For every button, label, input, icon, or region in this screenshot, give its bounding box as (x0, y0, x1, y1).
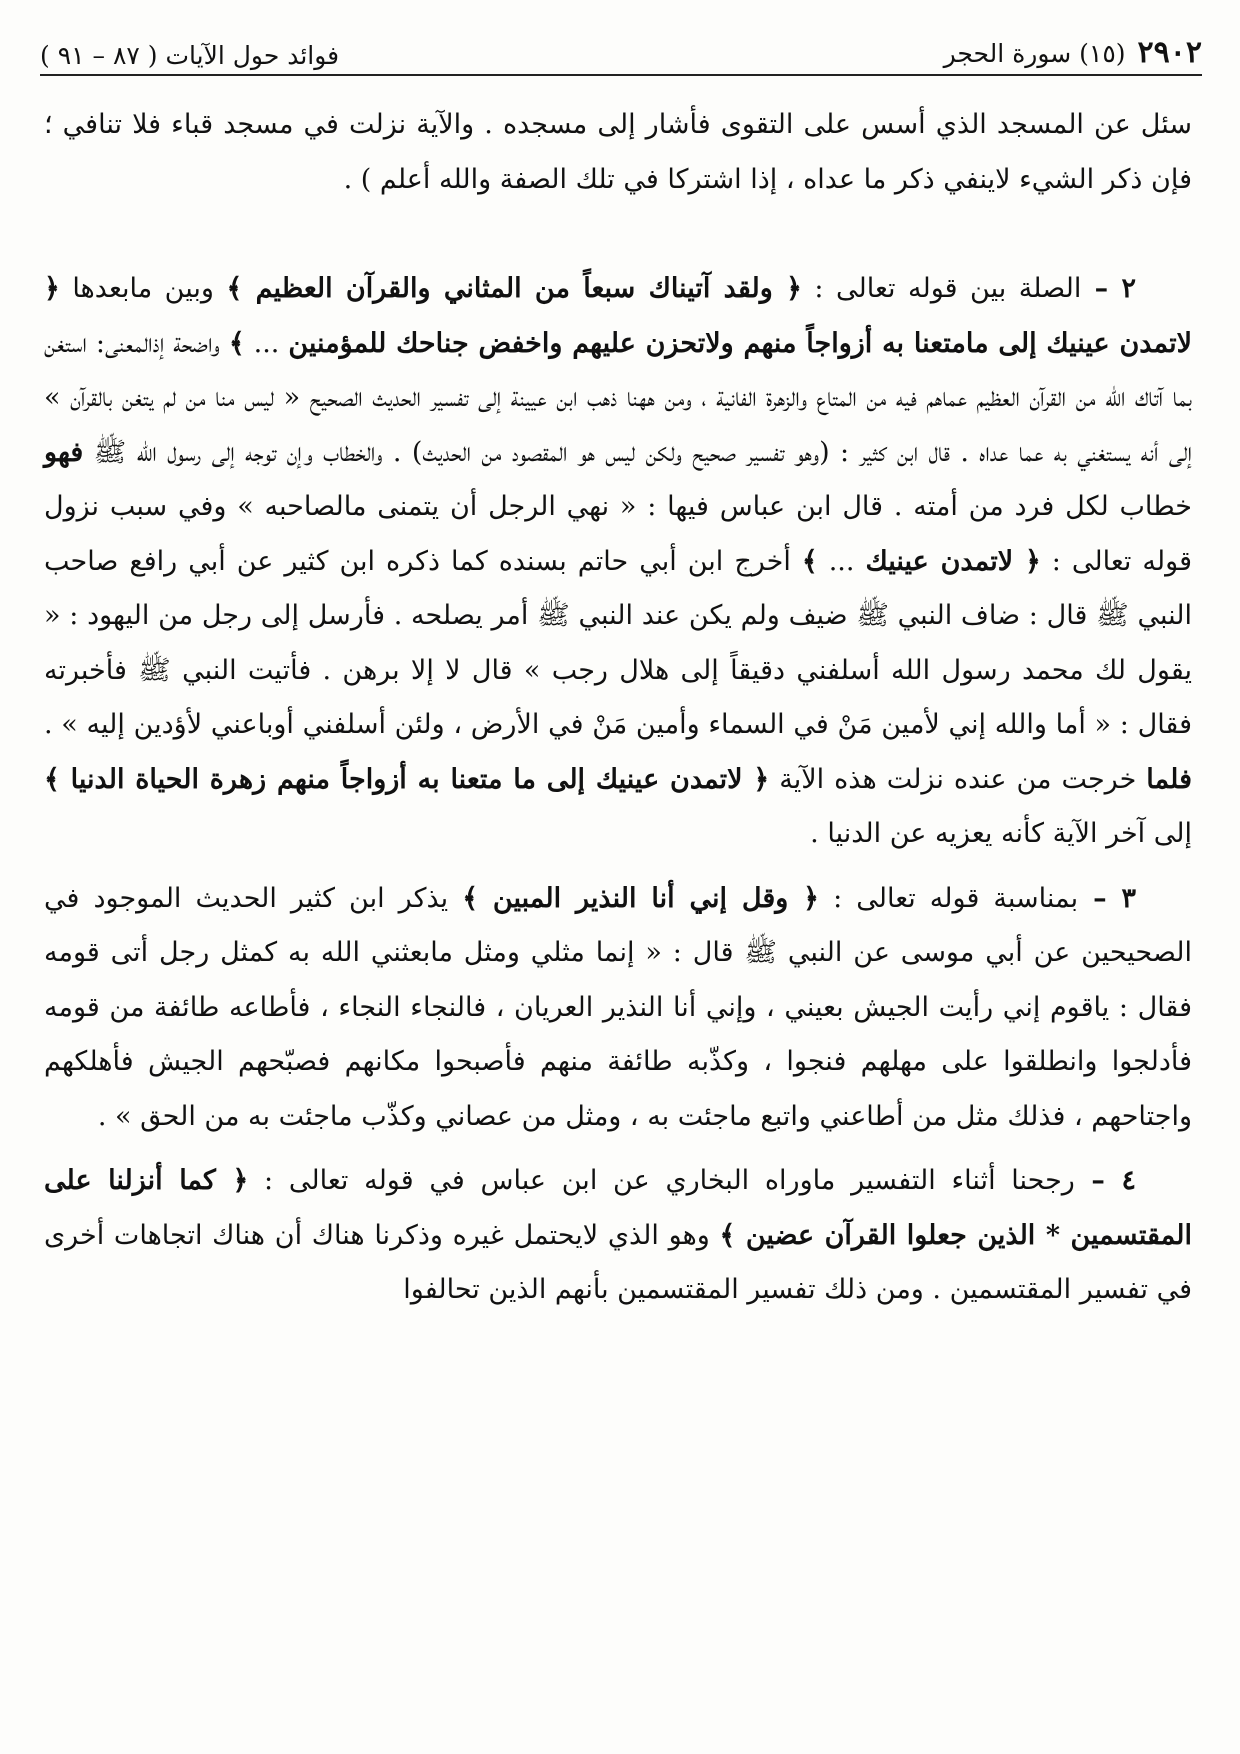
quran-verse: كما أنزلنا على المقتسمين * الذين جعلوا القرآن عضين (44, 1165, 1192, 1251)
quran-bracket-open: ﴿ (215, 1165, 249, 1196)
text-segment: رجحنا أثناء التفسير ماوراه البخاري عن ابن عباس في قوله تعالى : (248, 1165, 1075, 1196)
quran-bracket-open: ﴿ (772, 273, 802, 304)
quran-verse: ولقد آتيناك سبعاً من المثاني والقرآن العظيم (255, 273, 773, 304)
page-number: ٢٩٠٢ (1137, 35, 1202, 70)
surah-title: (١٥) سورة الحجر (943, 39, 1126, 68)
paragraph-3 (44, 872, 1192, 1145)
quran-bracket-open: ﴿ (1013, 545, 1041, 577)
text-segment: الصلة بين قوله تعالى : (801, 273, 1082, 304)
text-segment: إلى آخر الآية كأنه يعزيه عن الدنيا . (810, 818, 1192, 849)
quran-bracket-close: ﴾ (719, 1219, 746, 1251)
section-title: فوائد حول الآيات ( ٨٧ – ٩١ ) (40, 41, 340, 70)
quran-bracket-close: ﴾ (462, 882, 493, 914)
text-segment: بمناسبة قوله تعالى : (819, 882, 1079, 914)
item-number: ٢ – (1081, 273, 1136, 304)
quran-bracket-close: ﴾ (801, 545, 818, 577)
header-rule (40, 74, 1202, 76)
quran-bracket-close: ﴾ (44, 763, 71, 795)
text-segment: واضحة إذالمعنى: استغن بما آتاك الله من القرآن العظيم عماهم فيه من المتاع والزهرة الفانية ، ومن ههنا ذهب ابن عيينة إلى تفسير الحديث الصحيح « ليس منا من لم يتغن بالقرآن » إلى أنه يستغني به عما عداه . قال ابن كثير : (وهو تفسير صحيح ولكن ليس هو المقصود من الحديث) . والخطاب وإن توجه إلى رسول الله ﷺ (44, 327, 1192, 468)
quran-bracket-open: ﴿ (44, 273, 60, 304)
text-segment: يذكر ابن كثير الحديث الموجود في الصحيحين عن أبي موسى عن النبي ﷺ قال : « إنما مثلي ومثل مابعثني الله به كمثل رجل أتى قومه فقال : ياقوم إني رأيت الجيش بعيني ، وإني أنا النذير العريان ، فالنجاء النجاء ، فأطاعه طائفة من قومه فأدلجوا وانطلقوا على مهلهم فنجوا ، وكذّبه طائفة منهم فأصبحوا مكانهم فصبّحهم الجيش فأهلكهم واجتاحهم ، فذلك مثل من أطاعني واتبع ماجئت به ، ومثل من عصاني وكذّب ماجئت به من الحق » . (44, 882, 1192, 1132)
text-segment: خرجت من عنده نزلت هذه الآية (769, 763, 1147, 795)
page-body (44, 98, 1192, 1328)
quran-bracket-open: ﴿ (788, 882, 819, 914)
quran-bracket-open: ﴿ (742, 763, 770, 795)
bold-word: فهو (44, 436, 84, 468)
quran-verse: لاتمدن عينيك (865, 545, 1014, 577)
text-segment: ... (244, 327, 289, 359)
text-segment: ... (817, 545, 866, 577)
quran-bracket-close: ﴾ (228, 327, 245, 359)
paragraph-4 (44, 1154, 1192, 1318)
paragraph-2 (44, 262, 1192, 862)
text-segment: خطاب لكل فرد من أمته . قال ابن عباس فيها : « نهي الرجل أن يتمنى مالصاحبه » وفي سبب نزول قوله تعالى : (44, 491, 1192, 577)
item-number: ٣ – (1078, 882, 1136, 914)
text-segment: وهو الذي لايحتمل غيره وذكرنا هناك أن هناك اتجاهات أخرى في تفسير المقتسمين . ومن ذلك تفسير المقتسمين بأنهم الذين تحالفوا (44, 1219, 1192, 1305)
intro-paragraph: سئل عن المسجد الذي أسس على التقوى فأشار إلى مسجده . والآية نزلت في مسجد قباء فلا تنافي ؛ فإن ذكر الشيء لاينفي ذكر ما عداه ، إذا اشتركا في تلك الصفة والله أعلم ) . (44, 109, 1192, 195)
page-header (40, 18, 1202, 70)
quran-verse: وقل إني أنا النذير المبين (492, 882, 789, 914)
text-segment: أخرج ابن أبي حاتم بسنده كما ذكره ابن كثير عن أبي رافع صاحب النبي ﷺ قال : ضاف النبي ﷺ ضيف ولم يكن عند النبي ﷺ أمر يصلحه . فأرسل إلى رجل من اليهود : « يقول لك محمد رسول الله أسلفني دقيقاً إلى هلال رجب » قال لا إلا برهن . فأتيت النبي ﷺ فأخبرته فقال : « أما والله إني لأمين مَنْ في السماء وأمين مَنْ في الأرض ، ولئن أسلفني أوباعني لأؤدين إليه » . (44, 545, 1192, 740)
quran-bracket-close: ﴾ (226, 273, 256, 304)
header-right (944, 35, 1202, 70)
quran-verse: لاتمدن عينيك إلى مامتعنا به أزواجاً منهم ولاتحزن عليهم واخفض جناحك للمؤمنين (288, 327, 1192, 359)
bold-word: فلما (1146, 763, 1192, 795)
item-number: ٤ – (1074, 1165, 1136, 1196)
text-segment: وبين مابعدها (59, 273, 227, 304)
quran-verse: لاتمدن عينيك إلى ما متعنا به أزواجاً منهم زهرة الحياة الدنيا (70, 763, 743, 795)
